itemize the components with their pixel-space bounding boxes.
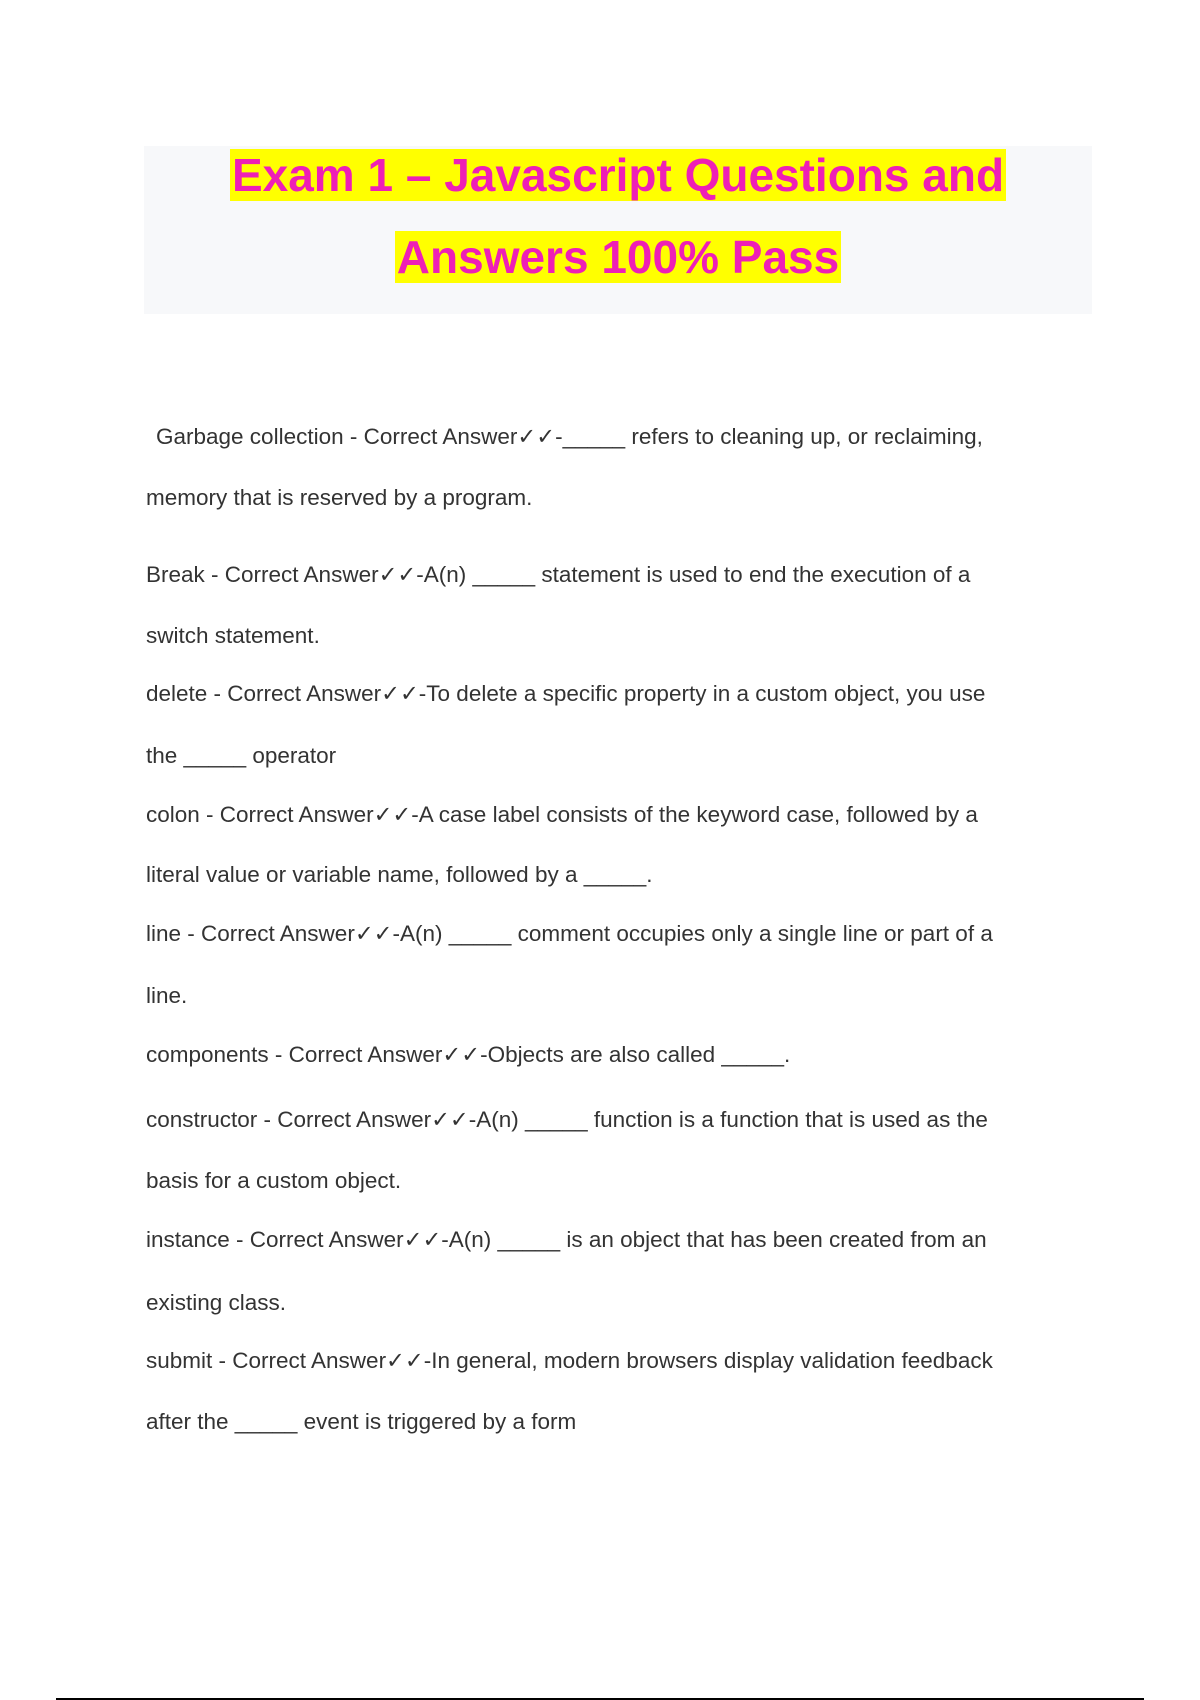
qa-line: line. [146,983,188,1008]
qa-line: submit - Correct Answer✓✓-In general, modern browsers display validation feedback [146,1348,993,1373]
qa-line: memory that is reserved by a program. [146,485,533,510]
qa-line: constructor - Correct Answer✓✓-A(n) _____ function is a function that is used as the [146,1107,988,1132]
qa-line: line - Correct Answer✓✓-A(n) _____ comment occupies only a single line or part of a [146,921,993,946]
qa-line: delete - Correct Answer✓✓-To delete a specific property in a custom object, you use [146,681,986,706]
qa-line: switch statement. [146,623,320,648]
qa-line: literal value or variable name, followed by a _____. [146,862,653,887]
qa-line: instance - Correct Answer✓✓-A(n) _____ is an object that has been created from an [146,1227,987,1252]
qa-line: Garbage collection - Correct Answer✓✓-_____ refers to cleaning up, or reclaiming, [156,424,983,449]
qa-line: components - Correct Answer✓✓-Objects are also called _____. [146,1042,791,1067]
title-text-2: Answers 100% Pass [396,231,840,283]
title-text-1: Exam 1 – Javascript Questions and [231,149,1005,201]
qa-line: the _____ operator [146,743,337,768]
title-banner [144,146,1092,314]
title-line-1 [144,146,1092,204]
qa-line: after the _____ event is triggered by a form [146,1409,577,1434]
title-line-2 [144,228,1092,286]
qa-line: basis for a custom object. [146,1168,402,1193]
qa-line: colon - Correct Answer✓✓-A case label consists of the keyword case, followed by a [146,802,978,827]
qa-line: existing class. [146,1290,287,1315]
qa-line: Break - Correct Answer✓✓-A(n) _____ statement is used to end the execution of a [146,562,971,587]
